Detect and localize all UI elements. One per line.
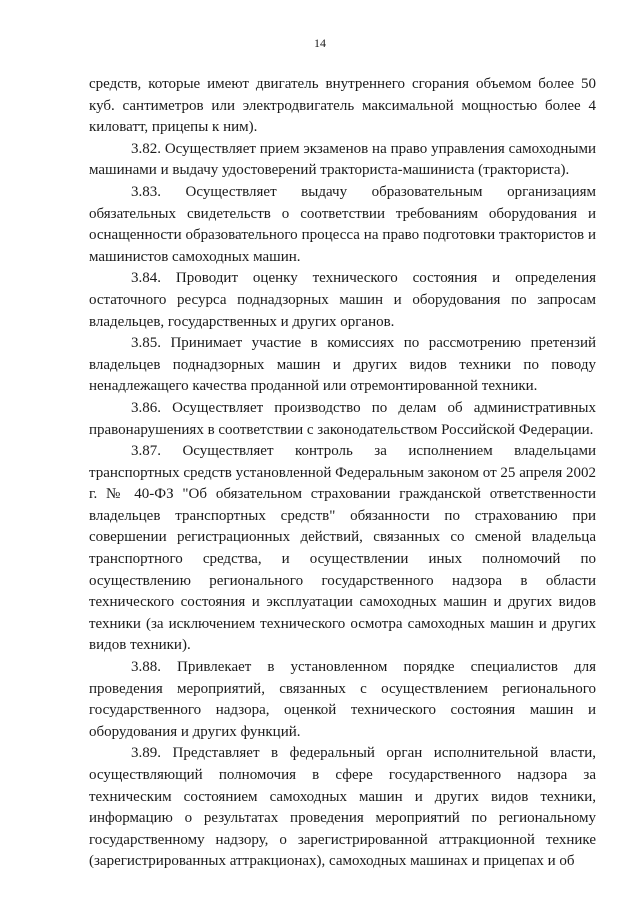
paragraph-3-85: 3.85. Принимает участие в комиссиях по рассмотрению претензий владельцев поднадзорных машин и других видов техники по поводу ненадлежащего качества проданной или отремонтированной техники. [89,335,596,395]
paragraph-3-82: 3.82. Осуществляет прием экзаменов на право управления самоходными машинами и выдачу удостоверений тракториста-машиниста (тракториста). [89,140,596,179]
paragraph-3-89: 3.89. Представляет в федеральный орган исполнительной власти, осуществляющий полномочия в сфере государственного надзора за техническим состоянием самоходных машин и других видов техники, информацию о результатах проведения мероприятий по региональному государственному надзору, о зарегистрированной аттракционной технике (зарегистрированных аттракционах), самоходных машинах и прицепах и об [89,745,596,870]
paragraph-3-88: 3.88. Привлекает в установленном порядке специалистов для проведения мероприятий, связанных с осуществлением регионального государственного надзора, оценкой технического состояния машин и оборудования и других функций. [89,659,596,740]
page-number: 14 [314,36,326,50]
paragraph-continuation: средств, которые имеют двигатель внутреннего сгорания объемом более 50 куб. сантиметров или электродвигатель максимальной мощностью более 4 киловатт, прицепы к ним). [89,76,596,136]
document-body [89,74,596,873]
paragraph-3-84: 3.84. Проводит оценку технического состояния и определения остаточного ресурса поднадзорных машин и оборудования по запросам владельцев, государственных и других органов. [89,270,596,330]
paragraph-3-86: 3.86. Осуществляет производство по делам об административных правонарушениях в соответствии с законодательством Российской Федерации. [89,399,596,438]
paragraph-3-83: 3.83. Осуществляет выдачу образовательным организациям обязательных свидетельств о соответствии требованиям оборудования и оснащенности образовательного процесса на право подготовки трактористов и машинистов самоходных машин. [89,183,596,265]
paragraph-3-87: 3.87. Осуществляет контроль за исполнением владельцами транспортных средств установленной Федеральным законом от 25 апреля 2002 г. № 40-ФЗ "Об обязательном страховании гражданской ответственности владельцев транспортных средств" обязанности по страхованию при совершении регистрационных действий, связанных со сменой владельца транспортного средства, и осуществлении иных полномочий по осуществлению регионального государственного надзора в области технического состояния и эксплуатации самоходных машин и других видов техники (за исключением технического осмотра самоходных машин и других видов техники). [89,443,596,654]
